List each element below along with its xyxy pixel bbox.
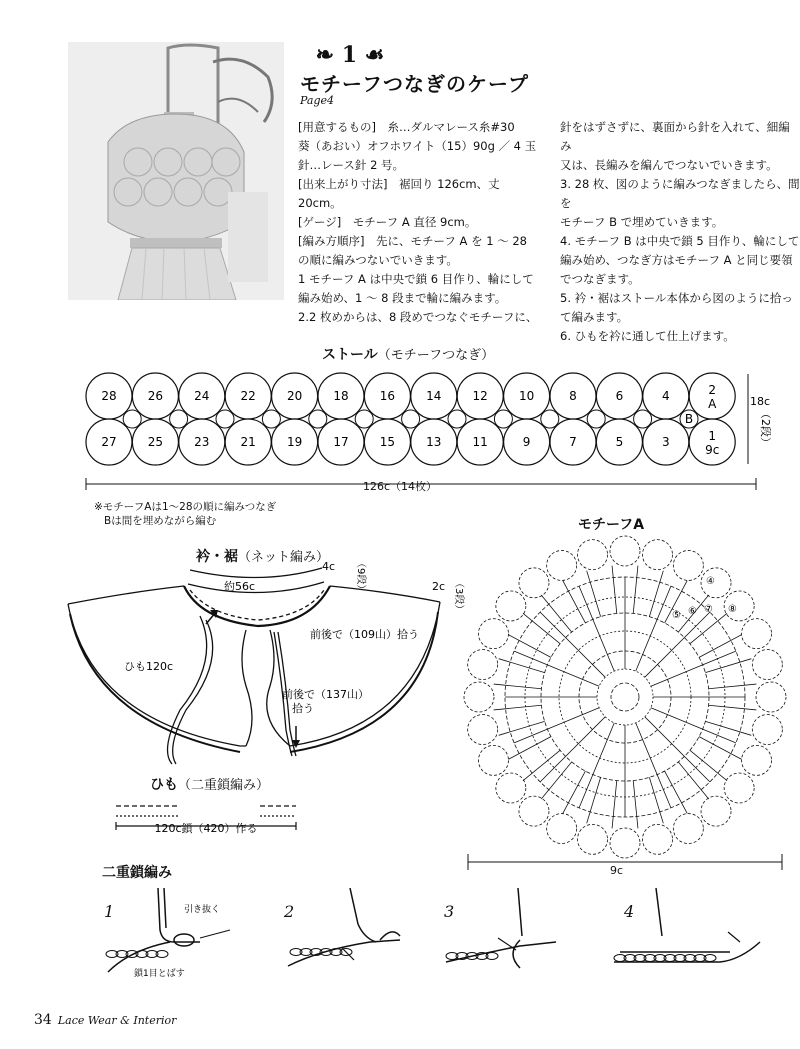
stitch-line (690, 750, 727, 780)
stitch-line (540, 612, 605, 677)
scallop (610, 536, 640, 566)
motif-number: 19 (286, 435, 303, 449)
motif-number: A (708, 397, 717, 411)
motif-b (262, 410, 280, 428)
cape-shoulder-right (330, 586, 440, 602)
motif-number: B (684, 412, 694, 426)
ornament-left-icon: ❧ (315, 42, 335, 68)
stitch-line (645, 717, 710, 782)
motif-b (309, 410, 327, 428)
scallop (496, 773, 526, 803)
scallop (673, 550, 703, 580)
motif-number: 9 (522, 435, 531, 449)
motif-number: 10 (518, 389, 535, 403)
round-label: ⑥ (688, 606, 697, 617)
motif-b (634, 410, 652, 428)
motif-b (448, 410, 466, 428)
motif-number: 1 (708, 429, 717, 443)
motif-number: 24 (194, 389, 210, 403)
hem-depth-label: 2c (432, 580, 446, 593)
scallop (468, 714, 498, 744)
collar-heading: 衿・裾（ネット編み） (196, 549, 330, 565)
instructions-right: 針をはずさずに、裏面から針を入れて、細編み 又は、長編みを編んでつないでいきます。 3. 28 枚、図のように編みつなぎましたら、間を モチーフ B で埋めていきます。 4. モチーフ B は中央で鎖 5 目作り、輪にして 編み始め、つなぎ方はモチーフ A と同じ要領 でつなぎます。 5. 衿・裾はストール本体から図のように拾っ て編みます。 6. ひもを衿に通して仕上げます。 (560, 120, 800, 343)
motif-number: 28 (101, 389, 117, 403)
motif-number: 5 (615, 435, 624, 449)
motif-b (494, 410, 512, 428)
motif-number: 18 (333, 389, 349, 403)
step2-yarn (288, 940, 400, 966)
cape-hem-right (290, 602, 440, 746)
scallop (724, 773, 754, 803)
scallop (752, 650, 782, 680)
step3-yarn (518, 888, 522, 936)
cord-caption: 120c鎖（420）作る (154, 822, 258, 835)
round-ring (611, 683, 639, 711)
stitch-line (709, 684, 757, 689)
motif-number: 11 (472, 435, 488, 449)
motif-number: 16 (379, 389, 396, 403)
stitch-line (523, 613, 560, 643)
stitch-line (651, 651, 736, 686)
pickup-bottom-label-1: 前後で（137山） (282, 688, 369, 701)
stole-diagram (0, 360, 800, 520)
motif-number: 7 (569, 435, 577, 449)
stitch-line (541, 762, 571, 799)
cape-diagram (60, 550, 480, 780)
motif-number: 17 (333, 435, 349, 449)
cape-shoulder-left (68, 586, 184, 604)
scallop (496, 591, 526, 621)
hem-rows-label: （3段） (453, 578, 464, 615)
step-number: 3 (444, 902, 455, 921)
motif-number: 15 (379, 435, 396, 449)
pull-through-label: 引き抜く (184, 905, 221, 915)
stitch-line (563, 771, 586, 813)
step-number: 2 (284, 902, 295, 921)
scallop (519, 568, 549, 598)
stitch-line (514, 651, 599, 686)
motif-b (402, 410, 420, 428)
motif-number: 14 (426, 389, 442, 403)
skip-chain-label: 鎖1目とばす (134, 969, 185, 979)
scallop (478, 745, 508, 775)
motif-b (541, 410, 559, 428)
scallop (742, 745, 772, 775)
scallop (756, 682, 786, 712)
stitch-line (579, 586, 614, 671)
scallop (642, 540, 672, 570)
collar-rows-label: （9段） (355, 558, 366, 595)
page-number: 34 (34, 1012, 52, 1028)
motif-number: 27 (101, 435, 117, 449)
motif-number: 20 (286, 389, 303, 403)
step1-loop (174, 934, 194, 946)
motif-b (216, 410, 234, 428)
scallop (519, 796, 549, 826)
stitch-line (633, 566, 638, 614)
scallop (468, 650, 498, 680)
scallop (547, 814, 577, 844)
stitch-line (523, 750, 560, 780)
collar-depth-label: 4c (322, 560, 336, 573)
stitch-line (636, 723, 671, 808)
stitch-line (651, 708, 736, 743)
motif-b (355, 410, 373, 428)
cord-heading: ひも（二重鎖編み） (150, 777, 270, 793)
scallop (578, 540, 608, 570)
motif-number: 22 (240, 389, 256, 403)
motif-number: 8 (569, 389, 577, 403)
motif-number: 6 (615, 389, 624, 403)
step-number: 1 (104, 902, 115, 921)
stole-heading: ストール（モチーフつなぎ） (322, 347, 495, 363)
motif-number: 3 (661, 435, 670, 449)
round-ring (597, 669, 653, 725)
stole-height-rows: （2段） (759, 408, 772, 448)
stitch-line (494, 684, 542, 689)
stole-width-label: 126c（14枚） (362, 480, 438, 493)
scallop (742, 619, 772, 649)
scallop (478, 619, 508, 649)
neck-band-top (190, 568, 322, 578)
motif-a-chart (464, 536, 786, 858)
pickup-bottom-label-2: 拾う (292, 702, 314, 715)
scallop (642, 824, 672, 854)
pattern-number: ❧ 1 ☙ (315, 42, 385, 68)
chain-links (106, 949, 716, 962)
stitch-line (494, 705, 542, 710)
motif-b (123, 410, 141, 428)
stitch-line (540, 717, 605, 782)
motif-number: 25 (147, 435, 164, 449)
motif-number: 12 (472, 389, 488, 403)
motif-b (587, 410, 605, 428)
round-label: ⑤ (672, 610, 681, 621)
scallop (578, 824, 608, 854)
scallop (547, 550, 577, 580)
cape-photo (68, 42, 284, 300)
stitch-line (678, 762, 708, 799)
book-title: Lace Wear & Interior (57, 1014, 177, 1027)
motif-number: 9c (705, 443, 720, 457)
stitch-line (563, 581, 586, 623)
stitch-line (690, 613, 727, 643)
page-footer (34, 1012, 176, 1028)
round-label: ⑦ (704, 604, 713, 615)
stitch-line (579, 723, 614, 808)
stitch-line (636, 586, 671, 671)
stole-note: ※モチーフAは1〜28の順に編みつなぎ Bは間を埋めながら編む (94, 501, 277, 527)
stitch-line (699, 737, 741, 760)
stitch-line (514, 708, 599, 743)
ornament-right-icon: ☙ (364, 42, 385, 68)
stitch-line (709, 705, 757, 710)
motif-number: 13 (426, 435, 442, 449)
scallop (673, 814, 703, 844)
stitch-line (509, 737, 551, 760)
cord-length-label: ひも120c (124, 660, 174, 673)
instructions-left: [用意するもの] 糸…ダルマレース糸#30 葵（あおい）オフホワイト（15）90g ／ 4 玉 針…レース針 2 号。 [出来上がり寸法] 裾回り 126cm、丈 20cm。 [ゲージ] モチーフ A 直径 9cm。 [編み方順序] 先に、モチーフ A を 1 〜 28 の順に編みつないでいきます。 1 モチーフ A は中央で鎖 6 目作り、輪にして 編み始め、1 〜 8 段まで輪に編みます。 2.2 枚めからは、8 段めでつなぐモチーフに、 (298, 120, 538, 324)
scallop (464, 682, 494, 712)
double-chain-steps (100, 880, 790, 990)
double-chain-heading: 二重鎖編み (102, 865, 172, 881)
stitch-line (612, 566, 617, 614)
scallop (701, 796, 731, 826)
motif-a-diagram (460, 532, 790, 872)
stitch-line (541, 595, 571, 632)
motif-number: 4 (661, 389, 670, 403)
stitch-line (633, 781, 638, 829)
motif-a-heading: モチーフA (578, 517, 645, 533)
scallop (610, 828, 640, 858)
cape-photo-drawing (68, 42, 284, 300)
page-title: モチーフつなぎのケープ (300, 72, 529, 96)
stole-height-label: 18c (749, 395, 771, 408)
round-label: ④ (706, 576, 715, 587)
page-reference: Page4 (300, 94, 335, 107)
pickup-top-label: 前後で（109山）拾う (310, 628, 419, 641)
neck-length-label: 約56c (224, 580, 256, 593)
motif-number: 21 (240, 435, 256, 449)
step-number: 4 (624, 902, 635, 921)
stitch-line (645, 612, 710, 677)
motif-number: 23 (194, 435, 210, 449)
step4-yarn (656, 888, 662, 936)
motif-width-label: 9c (610, 864, 624, 877)
stitch-line (612, 781, 617, 829)
scallop (752, 714, 782, 744)
motif-b (170, 410, 188, 428)
motif-number: 26 (147, 389, 164, 403)
round-label: ⑧ (728, 604, 737, 615)
motif-number: 2 (708, 383, 717, 397)
cord-diagram (110, 796, 310, 846)
